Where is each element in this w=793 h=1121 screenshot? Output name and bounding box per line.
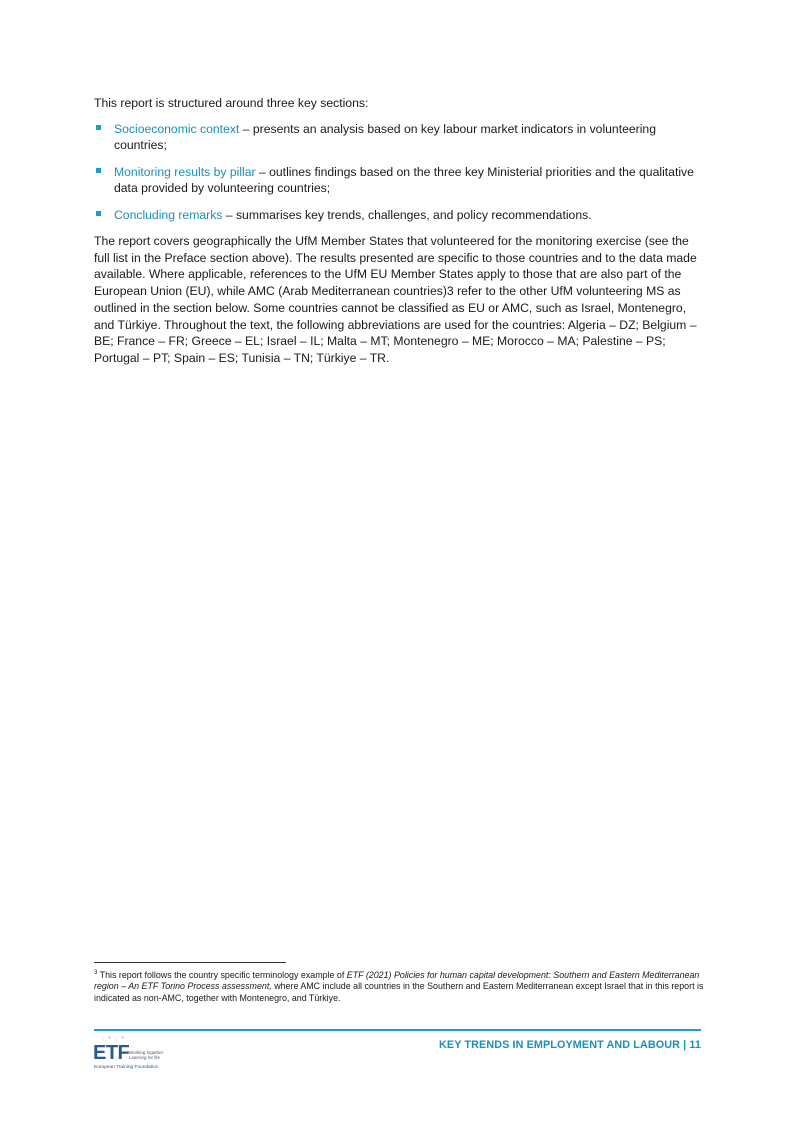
footnote-number: 3 xyxy=(94,970,98,976)
square-bullet-icon xyxy=(96,125,101,130)
section-list xyxy=(94,121,704,234)
list-item-text: – presents an analysis based on key labour market indicators in volunteering countries; xyxy=(114,122,656,152)
body-paragraph: The report covers geographically the UfM Member States that volunteered for the monitoring exercise (see the full list in the Preface section above). The results presented are specific to those countries and to the data made available. Where applicable, references to the UfM EU Member States apply to those that are also part of the European Union (EU), while AMC (Arab Mediterranean countries)3 refer to the other UfM volunteering MS as outlined in the section below. Some countries cannot be classified as EU or AMC, such as Israel, Montenegro, and Türkiye. Throughout the text, the following abbreviations are used for the countries: Algeria – DZ; Belgium – BE; France – FR; Greece – EL; Israel – IL; Malta – MT; Montenegro – ME; Morocco – MA; Palestine – PS; Portugal – PT; Spain – ES; Tunisia – TN; Türkiye – TR. xyxy=(94,234,697,365)
footnote xyxy=(94,968,704,1004)
etf-logo xyxy=(92,1036,172,1076)
footnote-lead: This report follows the country specific terminology example of xyxy=(97,969,347,980)
list-item-text: – outlines findings based on the three key Ministerial priorities and the qualitative data provided by volunteering countries; xyxy=(114,165,694,195)
footer-divider xyxy=(94,1029,701,1031)
list-item xyxy=(94,164,704,196)
logo-tagline: Working together Learning for life xyxy=(129,1050,164,1060)
footnote-tail: where AMC include all countries in the Southern and Eastern Mediterranean except Israel that in this report is indicated as non-AMC, together with Montenegro, and Türkiye. xyxy=(94,981,704,1003)
section-link-monitoring[interactable]: Monitoring results by pillar xyxy=(114,165,256,179)
section-link-concluding[interactable]: Concluding remarks xyxy=(114,208,223,222)
list-item-text: – summarises key trends, challenges, and policy recommendations. xyxy=(222,208,592,222)
logo-org-name: European Training Foundation xyxy=(94,1065,159,1070)
square-bullet-icon xyxy=(96,211,101,216)
stars-icon: · * · * xyxy=(102,1036,125,1043)
section-link-socioeconomic[interactable]: Socioeconomic context xyxy=(114,122,240,136)
intro-text: This report is structured around three key sections: xyxy=(94,96,369,110)
square-bullet-icon xyxy=(96,168,101,173)
list-item xyxy=(94,121,704,153)
footnote-divider xyxy=(94,962,286,963)
list-item xyxy=(94,207,704,223)
footnote-citation: ETF (2021) Policies for human capital development: Southern and Eastern Mediterranean region – An ETF Torino Process assessment, xyxy=(94,969,700,992)
running-footer-title: KEY TRENDS IN EMPLOYMENT AND LABOUR | 11 xyxy=(439,1039,701,1051)
logo-wordmark: ETF xyxy=(93,1042,130,1064)
